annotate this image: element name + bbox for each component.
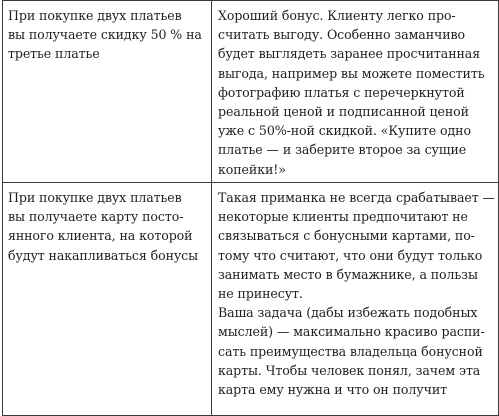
comment-line: фотографию платья с перечеркнутой [218, 84, 465, 100]
comment-line: Хороший бонус. Клиенту легко про- [218, 8, 456, 23]
comment-line: тому что считают, что они будут только [218, 247, 483, 263]
comment-line: карта ему нужна и что он получит [218, 382, 448, 398]
comment-line: мыслей) — максимально красиво распи- [218, 324, 485, 340]
comment-line: считать выгоду. Особенно заманчиво [218, 27, 465, 43]
comment-line: связываться с бонусными картами, по- [218, 228, 475, 244]
offer-line: третье платье [8, 46, 100, 62]
table-row [3, 1, 499, 183]
comment-line: сать преимущества владельца бонусной [218, 343, 483, 359]
comment-line: Такая приманка не всегда срабатывает — [218, 190, 495, 205]
comment-line: не принесут. [218, 286, 303, 302]
comment-line: занимать место в бумажнике, а пользы [218, 266, 478, 282]
comment-line: Ваша задача (дабы избежать подобных [218, 305, 478, 321]
comment-line: копейки!» [218, 161, 286, 177]
offer-line: При покупке двух платьев [8, 190, 182, 205]
offer-line: будут накапливаться бонусы [8, 247, 199, 263]
offer-cell [3, 1, 212, 183]
comment-line: некоторые клиенты предпочитают не [218, 209, 468, 225]
comment-line: платье — и заберите второе за сущие [218, 142, 467, 158]
comment-line: будет выглядеть заранее просчитанная [218, 46, 481, 62]
comment-line: выгода, например вы можете поместить [218, 65, 485, 81]
table-row [3, 183, 499, 416]
offer-line: вы получаете скидку 50 % на [8, 27, 202, 43]
comparison-table [2, 0, 499, 416]
comment-line: реальной ценой и подписанной ценой [218, 104, 469, 120]
comment-line: уже с 50%-ной скидкой. «Купите одно [218, 123, 471, 139]
comment-cell [212, 183, 499, 416]
comment-cell [212, 1, 499, 183]
offer-line: янного клиента, на которой [8, 228, 193, 244]
offer-line: вы получаете карту посто- [8, 209, 184, 225]
offer-line: При покупке двух платьев [8, 8, 182, 23]
offer-cell [3, 183, 212, 416]
comment-line: карты. Чтобы человек понял, зачем эта [218, 362, 481, 378]
